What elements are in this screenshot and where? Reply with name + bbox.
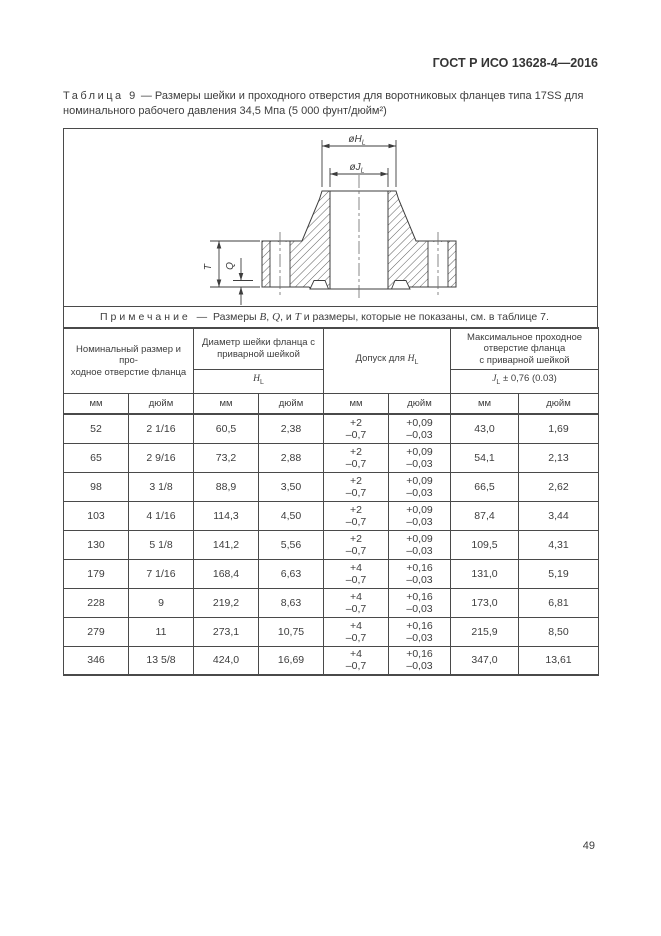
table-cell: +2 –0,7 <box>324 530 389 559</box>
table-cell: 8,50 <box>519 617 599 646</box>
dim-label-jl: $øJ_L$ <box>349 162 365 175</box>
table-cell: 279 <box>64 617 129 646</box>
table-cell: 131,0 <box>451 559 519 588</box>
table-cell: 54,1 <box>451 443 519 472</box>
table-cell: 6,81 <box>519 588 599 617</box>
table-caption-label: Таблица 9 <box>63 90 138 102</box>
table-cell: 2,62 <box>519 472 599 501</box>
table-cell: 219,2 <box>194 588 259 617</box>
table-cell: 103 <box>64 501 129 530</box>
table-row <box>64 414 599 443</box>
table-cell: 10,75 <box>259 617 324 646</box>
table-cell: 13,61 <box>519 646 599 675</box>
table-cell: 347,0 <box>451 646 519 675</box>
table-cell: 65 <box>64 443 129 472</box>
page-number: 49 <box>582 840 595 852</box>
table-cell: 3,50 <box>259 472 324 501</box>
table-cell: 179 <box>64 559 129 588</box>
table-cell: +2 –0,7 <box>324 501 389 530</box>
header-hl-symbol: $H_L$ <box>194 369 324 393</box>
table-cell: 4,31 <box>519 530 599 559</box>
table-cell: 2 9/16 <box>129 443 194 472</box>
table-cell: 2,88 <box>259 443 324 472</box>
figure-note: Примечание — Размеры B, Q, и T и размеры, которые не показаны, см. в таблице 7. <box>64 306 597 327</box>
table-row <box>64 646 599 675</box>
table-cell: 7 1/16 <box>129 559 194 588</box>
table-cell: 5,19 <box>519 559 599 588</box>
table-cell: 5 1/8 <box>129 530 194 559</box>
dim-label-hl: $øH_L$ <box>348 134 366 147</box>
dim-label-q: Q <box>225 262 236 270</box>
table-row <box>64 559 599 588</box>
table-cell: 141,2 <box>194 530 259 559</box>
table-cell: 215,9 <box>451 617 519 646</box>
table-cell: 87,4 <box>451 501 519 530</box>
table-cell: 2 1/16 <box>129 414 194 443</box>
table-row <box>64 443 599 472</box>
unit-cell: мм <box>451 393 519 414</box>
table-cell: +0,09 –0,03 <box>389 472 451 501</box>
table-cell: 168,4 <box>194 559 259 588</box>
dim-label-t: T <box>203 263 214 271</box>
flange-diagram <box>64 129 597 306</box>
table-cell: 88,9 <box>194 472 259 501</box>
table-cell: +4 –0,7 <box>324 588 389 617</box>
table-cell: 228 <box>64 588 129 617</box>
table-cell: 9 <box>129 588 194 617</box>
table-cell: +2 –0,7 <box>324 443 389 472</box>
unit-cell: мм <box>324 393 389 414</box>
header-jl-symbol: $J_L \pm 0,76$ (0.03) <box>451 369 599 393</box>
table-cell: 4 1/16 <box>129 501 194 530</box>
table-row <box>64 501 599 530</box>
table-cell: 43,0 <box>451 414 519 443</box>
table-cell: 130 <box>64 530 129 559</box>
table-cell: 5,56 <box>259 530 324 559</box>
table-row <box>64 472 599 501</box>
table-cell: 16,69 <box>259 646 324 675</box>
unit-cell: дюйм <box>129 393 194 414</box>
table-cell: 424,0 <box>194 646 259 675</box>
table-row <box>64 588 599 617</box>
unit-cell: дюйм <box>519 393 599 414</box>
header-neck-diameter: Диаметр шейки фланца с приварной шейкой <box>194 328 324 369</box>
table-cell: +4 –0,7 <box>324 646 389 675</box>
table-cell: +0,16 –0,03 <box>389 588 451 617</box>
header-max-bore: Максимальное проходное отверстие фланца с приварной шейкой <box>451 328 599 369</box>
unit-cell: мм <box>194 393 259 414</box>
table-cell: +0,09 –0,03 <box>389 501 451 530</box>
header-tolerance: Допуск для $H_L$ <box>324 328 451 393</box>
table-cell: +4 –0,7 <box>324 617 389 646</box>
table-cell: 60,5 <box>194 414 259 443</box>
table-cell: 173,0 <box>451 588 519 617</box>
figure-box <box>63 128 598 327</box>
table-cell: +2 –0,7 <box>324 414 389 443</box>
table-cell: +0,09 –0,03 <box>389 530 451 559</box>
table-cell: 114,3 <box>194 501 259 530</box>
table-cell: 98 <box>64 472 129 501</box>
table-caption-text: — Размеры шейки и проходного отверстия для воротниковых фланцев типа 17SS для номинального рабочего давления 34,5 Мпа (5 000 фунт/дюйм²) <box>63 90 584 117</box>
table-cell: 6,63 <box>259 559 324 588</box>
dim-q <box>225 258 253 305</box>
table-cell: 3 1/8 <box>129 472 194 501</box>
header-row-units <box>64 393 599 414</box>
table-row <box>64 617 599 646</box>
table-cell: 1,69 <box>519 414 599 443</box>
table-cell: 2,13 <box>519 443 599 472</box>
table-cell: +0,16 –0,03 <box>389 617 451 646</box>
table-cell: 4,50 <box>259 501 324 530</box>
table-caption <box>63 89 600 118</box>
table-cell: 66,5 <box>451 472 519 501</box>
table-cell: +4 –0,7 <box>324 559 389 588</box>
flange-dimensions-table <box>63 327 599 676</box>
unit-cell: дюйм <box>259 393 324 414</box>
table-cell: +0,09 –0,03 <box>389 443 451 472</box>
table-cell: 13 5/8 <box>129 646 194 675</box>
table-cell: +2 –0,7 <box>324 472 389 501</box>
table-cell: 8,63 <box>259 588 324 617</box>
table-cell: +0,16 –0,03 <box>389 559 451 588</box>
table-cell: +0,09 –0,03 <box>389 414 451 443</box>
table-cell: 273,1 <box>194 617 259 646</box>
header-nominal-size: Номинальный размер и про- ходное отверстие фланца <box>64 328 194 393</box>
unit-cell: дюйм <box>389 393 451 414</box>
table-cell: 73,2 <box>194 443 259 472</box>
table-cell: 109,5 <box>451 530 519 559</box>
table-cell: 346 <box>64 646 129 675</box>
unit-cell: мм <box>64 393 129 414</box>
table-cell: 3,44 <box>519 501 599 530</box>
table-cell: +0,16 –0,03 <box>389 646 451 675</box>
table-row <box>64 530 599 559</box>
header-row-groups <box>64 328 599 369</box>
table-cell: 11 <box>129 617 194 646</box>
document-code: ГОСТ Р ИСО 13628-4—2016 <box>432 56 598 70</box>
table-cell: 2,38 <box>259 414 324 443</box>
table-cell: 52 <box>64 414 129 443</box>
